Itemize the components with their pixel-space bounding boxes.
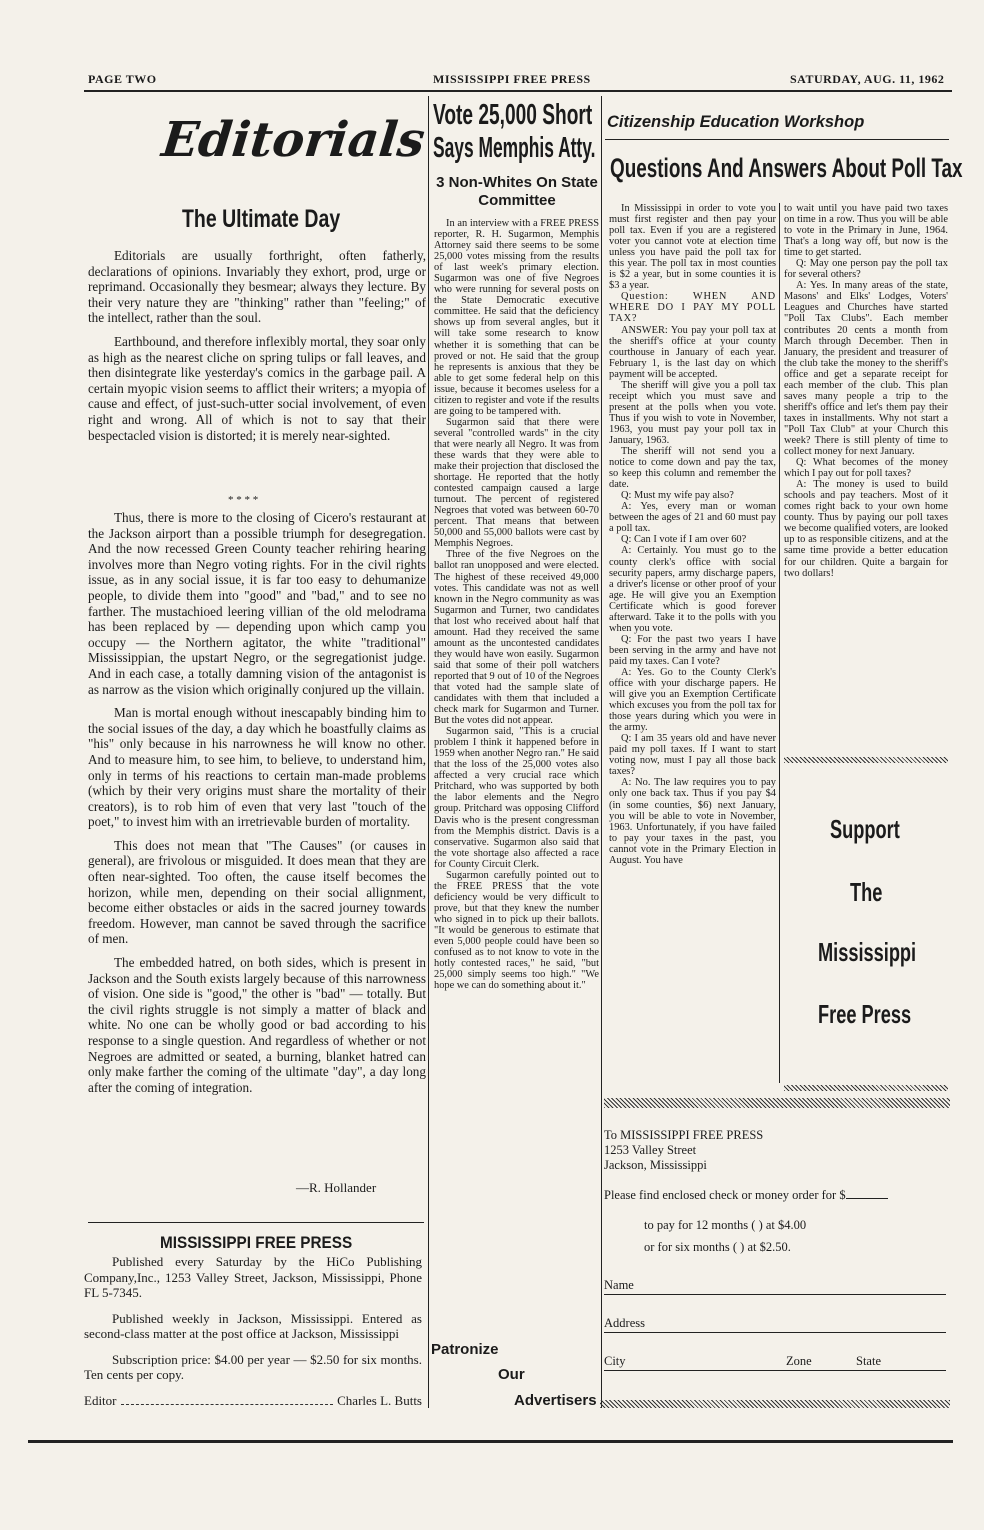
qa-paragraph: Q: What becomes of the money which I pay out for poll taxes? (784, 457, 948, 480)
qa-paragraph: Q: May one person pay the poll tax for several others? (784, 258, 948, 281)
editorial-paragraph: Earthbound, and therefore inflexibly mortal, they soar only as high as the nearest cliche on spring tulips or fall leaves, and then disintegrate like yesterday's comics in the garbage pail. A certain myopic vision seems to afflict their writers; a myopia of cause and effect, of just-such-utter social involvement, of even right and wrong. All of which is not to say that their bespectacled vision is distorted; it is merely near-sighted. (88, 333, 426, 443)
qa-paragraph: Q: For the past two years I have been serving in the army and have not paid my taxes. Can I vote? (609, 633, 776, 667)
support-line-1: Support (830, 814, 900, 844)
coupon-to: To MISSISSIPPI FREE PRESS (604, 1128, 764, 1142)
masthead-line: Published every Saturday by the HiCo Publishing Company,Inc., 1253 Valley Street, Jackson, Mississippi, Phone FL 5-7345. (84, 1254, 422, 1300)
editorial-separator: * * * * (228, 494, 259, 506)
masthead-editor (84, 1393, 422, 1409)
editorial-paragraph: The embedded hatred, on both sides, which is present in Jackson and the South exists largely because of this narrowness of vision. One side is "good," the other is "bad" — totally. But the civil rights struggle is not simply a matter of black and white. No one can be wholly good or bad according to his response to a single question. And regardless of whether or not Negroes are admitted or seated, a burning, blanket hatred can only make farther the coming of the ultimate "day", a day long after the coming of integration. (88, 955, 426, 1095)
qa-paragraph: A: Yes. Go to the County Clerk's office with your discharge papers. He will give you an Exemption Certificate which excuses you from the poll tax for those years during which you were in the army. (609, 666, 776, 734)
qa-paragraph: A: Yes. In many areas of the state, Masons' and Elks' Lodges, Voters' Leagues and Churches have started "Poll Tax Clubs". Each member contributes 20 cents a month from March through December. Then in January, the president and treasurer of the club take the money to the sheriff's office and get a separate receipt for each member of the club. This plan saves many people a trip to the sheriff's office and let's them pay their taxes in installments. Why not start a "Poll Tax Club" at your Church this week? There is still plenty of time to collect money for next January. (784, 280, 948, 458)
masthead-line: Published weekly in Jackson, Mississippi. Entered as second-class matter at the post office at Jackson, Mississippi (84, 1310, 422, 1341)
editorial-body-1 (88, 248, 426, 493)
state-label: State (856, 1354, 881, 1368)
paper-name: MISSISSIPPI FREE PRESS (433, 72, 591, 86)
qa-paragraph: A: No. The law requires you to pay only one back tax. Thus if you pay $4 (in some counties, $6) next January, you will be able to vote in November, 1963. Unfortunately, if you have failed to pay your taxes in the past, you cannot vote in the Primary Election in August. You have (609, 777, 776, 866)
patronize-text: Patronize (431, 1341, 499, 1358)
address-field[interactable] (604, 1332, 946, 1333)
editorial-paragraph: Man is mortal enough without inescapably binding him to the social issues of the day, a day which he boastfully claims as "his" only because in his narrowness he will know no other. And to measure him, to see him, to believe, to understand him, only in terms of his reactions to certain man-made problems (which by their very origins must share the mortality of their creators), is to rob him of even that very last "touch of the poet," to invest him with an irretrievable burden of mortality. (88, 705, 426, 830)
masthead-body (84, 1254, 422, 1394)
editor-leader (121, 1403, 334, 1405)
qa-paragraph: ANSWER: You pay your poll tax at the sheriff's office at your county courthouse in January of each year. February 1, is the last day on which payment will be accepted. (609, 324, 776, 380)
enclosed-text: Please find enclosed check or money order for $ (604, 1188, 846, 1202)
footer-rule (28, 1440, 953, 1443)
coupon-enclosed (604, 1188, 888, 1203)
our-text: Our (498, 1366, 525, 1383)
vote-paragraph: Three of the five Negroes on the ballot ran unopposed and were elected. The highest of these received 49,000 votes. This candidate was not as well known in the Negro community as was Sugarmon and Turner, two candidates that lost who received about half that amount. Had they received the same amount as the uncontested candidates they would have won easily. Sugarmon said that some of their poll watchers reported that 9 out of 10 of the Negroes that voted had the sample slate of candidates with them that included a check mark for Sugarmon and Turner. But the votes did not appear. (434, 549, 599, 727)
vote-paragraph: Sugarmon carefully pointed out to the FREE PRESS that the vote deficiency would be very difficult to prove, but that they knew the number who signed in to pick up their ballots. "It would be generous to estimate that even 5,000 people could have been so confused as to not know to vote in the hotly contested races," he said, "but 25,000 simply seems too high." "We hope we can do something about it." (434, 869, 599, 992)
wavy-divider (784, 1085, 948, 1091)
workshop-column-rule (779, 203, 780, 1083)
vote-headline-2: Says Memphis Atty. (433, 132, 596, 164)
name-field[interactable] (604, 1294, 946, 1295)
editorial-signature: —R. Hollander (296, 1180, 377, 1195)
support-line-3: Mississippi (818, 937, 917, 967)
column-rule-1 (428, 96, 429, 1408)
issue-date: SATURDAY, AUG. 11, 1962 (790, 72, 945, 86)
editorial-body-2 (88, 510, 426, 1174)
qa-paragraph: Q: Can I vote if I am over 60? (621, 534, 747, 546)
qa-paragraph: The sheriff will not send you a notice to come down and pay the tax, so keep this column and remember the date. (609, 446, 776, 491)
qa-paragraph: The sheriff will give you a poll tax receipt which you must save and present at the polls when you vote. Thus if you wish to vote in November, 1963, you must pay your poll tax in January, 1963. (609, 379, 776, 446)
coupon-street: 1253 Valley Street (604, 1143, 697, 1157)
editorial-paragraph: Thus, there is more to the closing of Cicero's restaurant at the Jackson airport than a possible triumph for desegregation. And the now recessed Green County teacher rehiring hearing involves more than Negro voting rights. For in the civil rights issue, as in any social issue, it is far too easy to dehumanize people, to divide them into "good" and "bad," and to see no farther. The mustachioed leering villian of the old melodrama has been replaced by — depending upon which camp you occupy — the Northern agitator, the white "traditional" Mississippian, the upstart Negro, or the segregationist judge. And in each case, a totally damning vision of the antagonist is as narrow as the vision which originally conjured up the villain. (88, 510, 426, 697)
qa-paragraph: A: Yes, every man or woman between the ages of 21 and 60 must pay a poll tax. (609, 501, 776, 535)
qa-paragraph: A: The money is used to build schools and pay teachers. Most of it comes right back to your own home county. Thus by paying our poll taxes we become qualified voters, are looked up to as responsible citizens, and at the same time provide a better education for our children. Quite a bargain for two dollars! (784, 479, 948, 579)
editorial-paragraph: This does not mean that "The Causes" (or causes in general), are frivolous or misguided. It does mean that they are often near-sighted. Too often, the cause itself becomes the horizon, while men, depending on their social allignment, become either obstacles or aids in the sacred journey towards freedom. However, man cannot be saved through the sacrifice of men. (88, 837, 426, 947)
vote-story-body (434, 218, 599, 1318)
workshop-col2 (784, 203, 948, 753)
coupon-6-months[interactable]: or for six months ( ) at $2.50. (644, 1240, 791, 1254)
vote-paragraph: Sugarmon said, "This is a crucial problem I think it happened before in 1959 when another Negro ran." He said that the loss of the 25,000 votes also affected a very crucial race which Pritchard, who was supported by both the labor elements and the Negro group. Pritchard was opposing Clifford Davis who is the present congressman from the Memphis district. Davis is a conservative. Sugarmon also said that the vote shortage also affected a race for County Circuit Clerk. (434, 726, 599, 870)
qa-paragraph: A: Certainly. You must go to the county clerk's office with social security papers, army discharge papers, a driver's license or other proof of your age. He will give you an Exemption Certificate which is good forever afterward. Take it to the polls with you when you vote. (609, 545, 776, 634)
qa-paragraph: Q: Must my wife pay also? (621, 490, 734, 502)
coupon-city-state: Jackson, Mississippi (604, 1158, 707, 1172)
city-label: City (604, 1354, 626, 1368)
coupon-12-months[interactable]: to pay for 12 months ( ) at $4.00 (644, 1218, 807, 1232)
vote-paragraph: Sugarmon said that there were several "controlled wards" in the city that were nearly all Negro. It was from these wards that they were able to make their projection that disclosed the shortage. He reported that the hotly contested campaign caused a large turnout. The percent of registered Negroes that voted was between 60-70 percent. That means that between 50,000 and 55,000 ballots were cast by Memphis Negroes. (434, 416, 599, 550)
header-rule (84, 90, 952, 92)
editor-label: Editor (84, 1393, 117, 1408)
support-line-4: Free Press (818, 999, 912, 1029)
qa-paragraph: Q: I am 35 years old and have never paid my poll taxes. If I want to start voting now, must I pay all those back taxes? (609, 733, 776, 778)
city-zone-state-field[interactable] (604, 1370, 946, 1371)
workshop-kicker: Citizenship Education Workshop (607, 113, 865, 131)
editorial-headline: The Ultimate Day (182, 205, 341, 233)
masthead-rule (88, 1222, 424, 1223)
qa-paragraph: to wait until you have paid two taxes on time in a row. Thus you will be able to vote in the Primary in June, 1964. That's a long way off, but now is the time to get started. (784, 203, 948, 259)
masthead-line: Subscription price: $4.00 per year — $2.50 for six months. Ten cents per copy. (84, 1351, 422, 1382)
workshop-headline: Questions And Answers About Poll Tax (610, 153, 963, 183)
qa-paragraph: Question: WHEN AND WHERE DO I PAY MY POLL TAX? (609, 291, 776, 325)
name-label: Name (604, 1278, 634, 1292)
vote-paragraph: In an interview with a FREE PRESS reporter, R. H. Sugarmon, Memphis Attorney said there seems to be some 25,000 votes missing from the results of last week's primary election. Sugarmon was one of five Negroes who were running for several posts on the State Democratic executive committee. He said that the deficiency shows up from several angles, but it will take some research to know whether it is something that can be proved or not. He said that the group he represents is anxious that they be able to get some federal help on this issue, because it becomes useless for a citizen to register and vote if the results are going to be tampered with. (434, 218, 599, 417)
wavy-divider (784, 757, 948, 763)
editor-name: Charles L. Butts (337, 1393, 422, 1408)
masthead-title: MISSISSIPPI FREE PRESS (160, 1233, 353, 1252)
vote-subhead: 3 Non-Whites On State Committee (436, 174, 598, 209)
qa-paragraph: In Mississippi in order to vote you must first register and then pay your poll tax. Even if you are a registered voter you cannot vote at election time unless you have paid the poll tax for this year. The poll tax in most counties is $2 a year, but in some counties it is $3 a year. (609, 203, 776, 292)
workshop-col1 (609, 203, 776, 1093)
page-number: PAGE TWO (88, 72, 157, 86)
workshop-rule (605, 139, 949, 140)
address-label: Address (604, 1316, 645, 1330)
coupon-border-bottom (600, 1400, 950, 1408)
vote-headline-1: Vote 25,000 Short (433, 99, 593, 131)
editorial-paragraph: Editorials are usually forthright, often fatherly, declarations of opinions. Invariably they exhort, prod, urge or reprimand. Occasionally they besmear; always they lecture. By their very nature they are "thinking" rather than "feeling;" of the intellect, rather than the soul. (88, 248, 426, 326)
zone-label: Zone (786, 1354, 812, 1368)
advertisers-text: Advertisers (514, 1392, 597, 1409)
column-rule-2 (601, 96, 602, 1408)
amount-blank[interactable] (846, 1198, 888, 1199)
editorials-title: Editorials (159, 112, 428, 168)
coupon-border-top (604, 1098, 950, 1108)
support-line-2: The (850, 877, 883, 907)
